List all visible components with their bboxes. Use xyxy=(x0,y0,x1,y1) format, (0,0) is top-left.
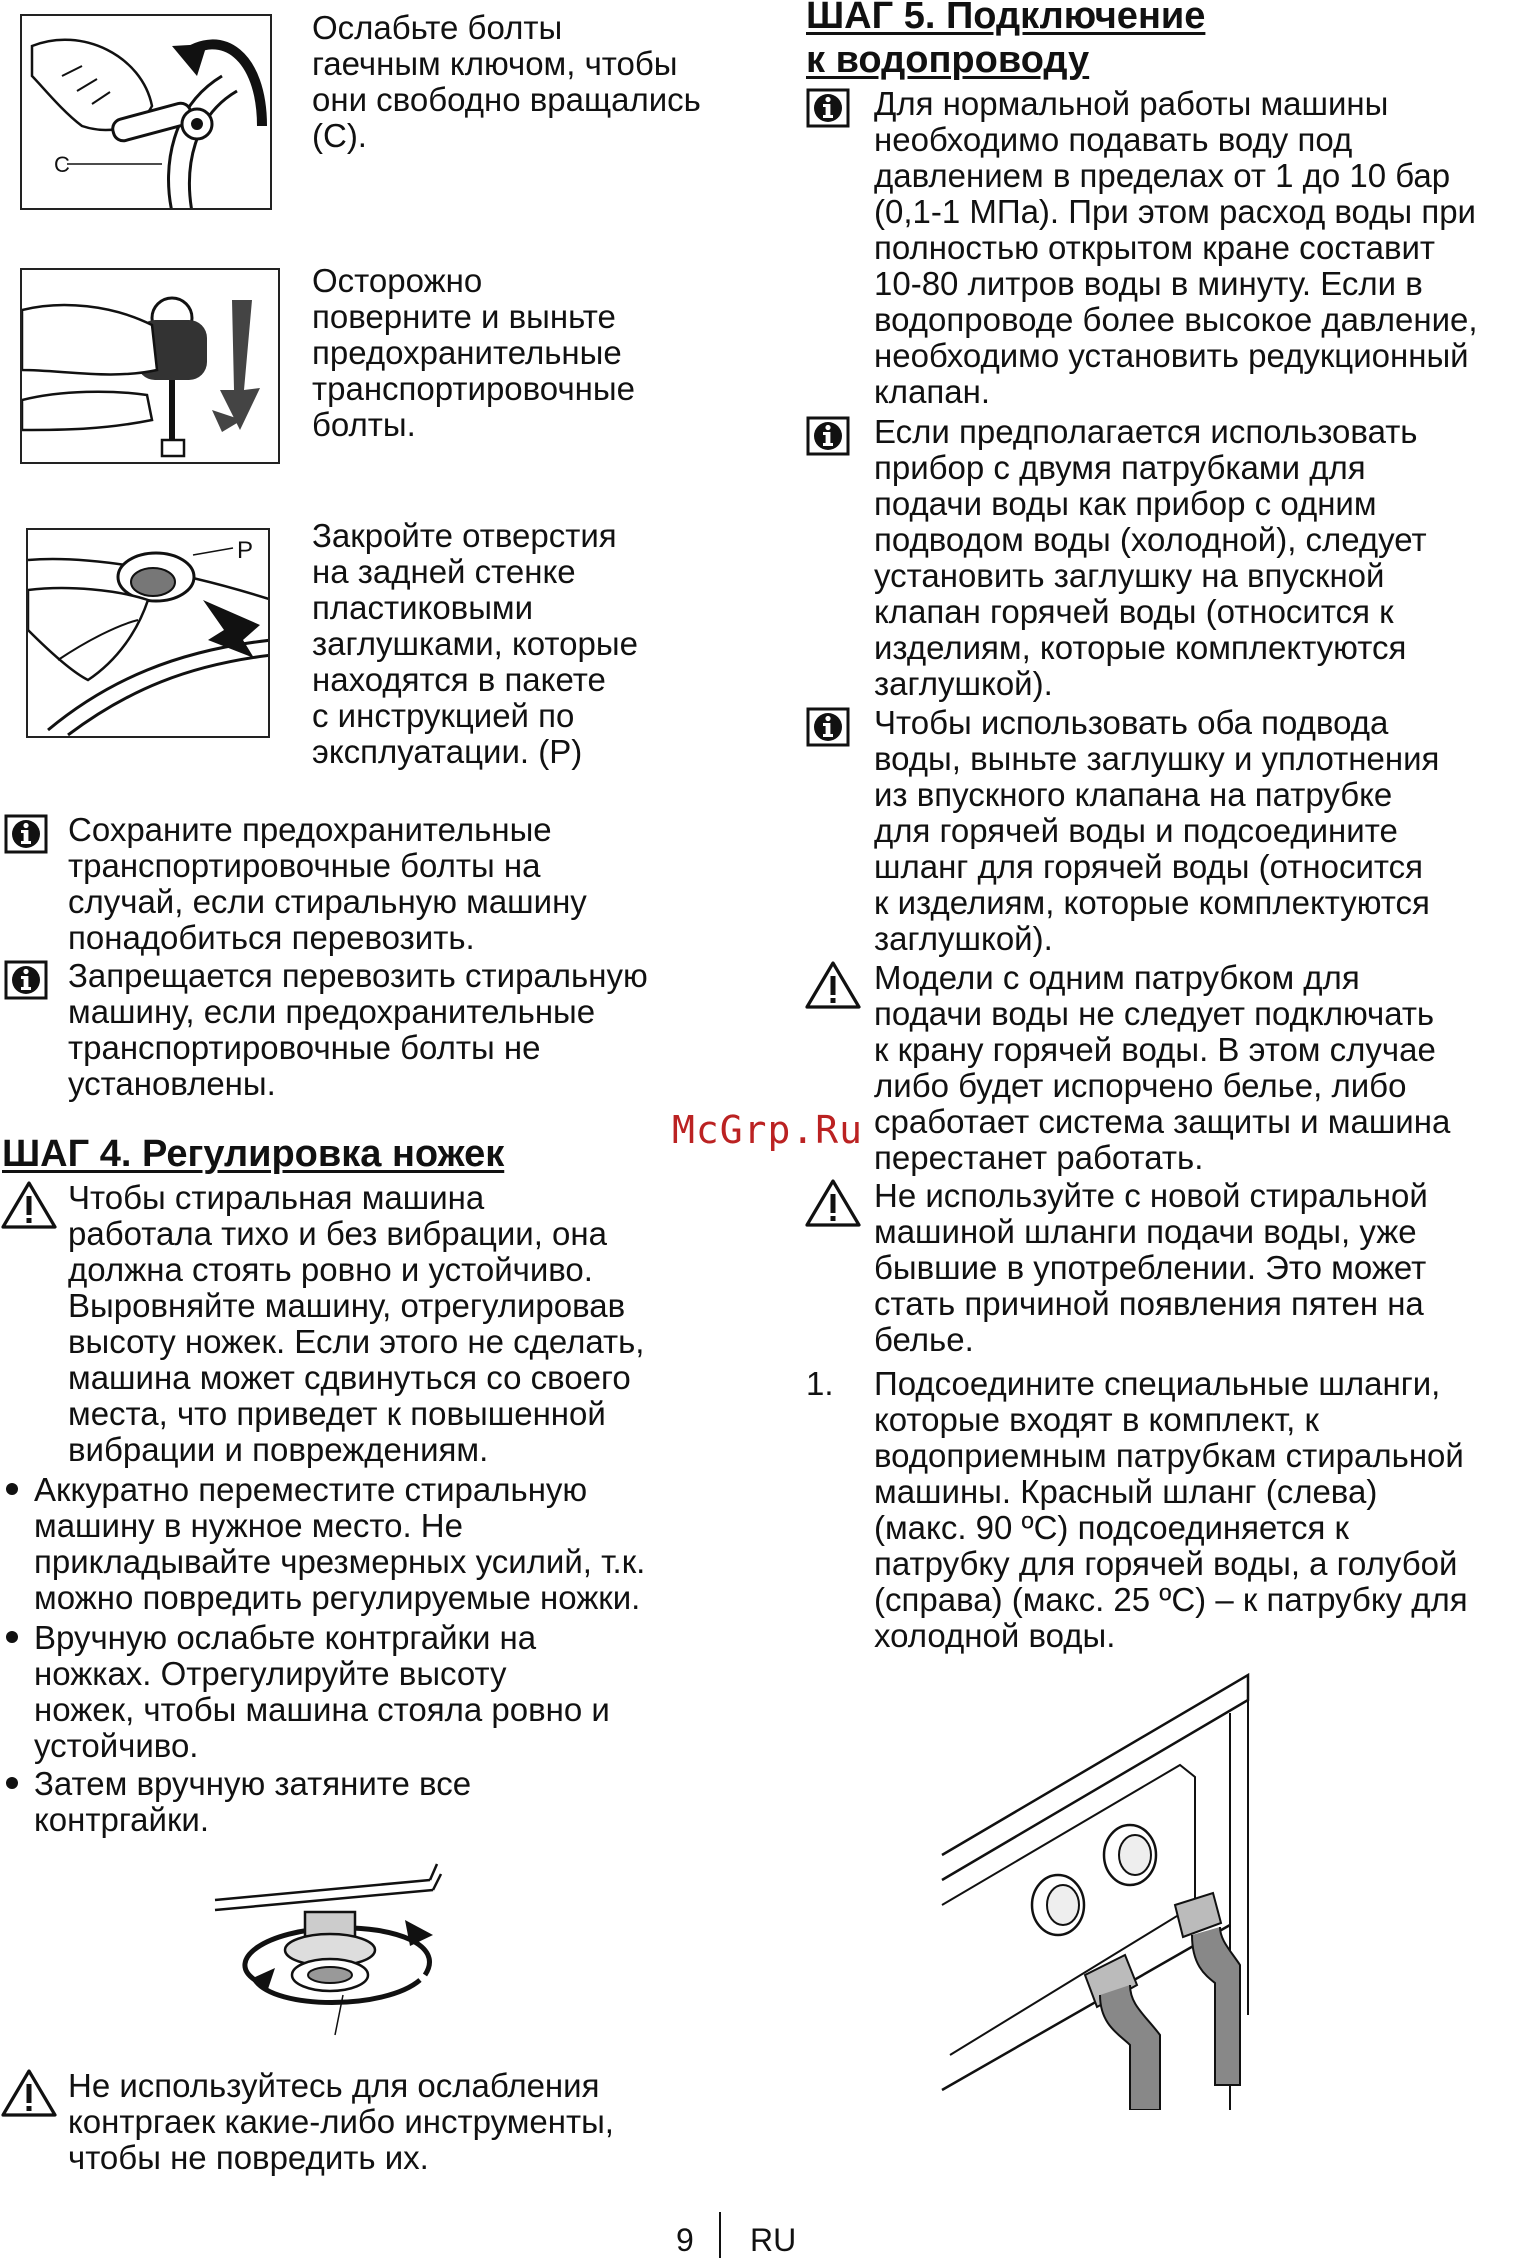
watermark: McGrp.Ru xyxy=(672,1108,864,1152)
step-text-loosen: Ослабьте болты гаечным ключом, чтобы они свободно вращались (С). xyxy=(312,9,701,154)
footer-divider xyxy=(719,2212,721,2258)
bullet-item: Затем вручную затяните все контргайки. xyxy=(34,1765,472,1838)
info-icon xyxy=(806,88,850,128)
warning-icon xyxy=(804,960,862,1010)
info-note-text: Если предполагается использовать прибор с двумя патрубками для подачи воды как прибор с одним подводом воды (холодной), следует установить заглушку на впускной клапан горячей воды (относится к изделиям, которые комплектуются заглушкой). xyxy=(874,413,1427,702)
step5-heading: ШАГ 5. Подключение к водопроводу xyxy=(806,0,1206,81)
bullet-dot xyxy=(6,1777,18,1789)
figure-hose-connection xyxy=(930,1665,1260,2110)
info-note-text: Запрещается перевозить стиральную машину, если предохранительные транспортировочные болты не установлены. xyxy=(68,957,648,1102)
bullet-dot xyxy=(6,1483,18,1495)
warning-note-text: Модели с одним патрубком для подачи воды не следует подключать к крану горячей воды. В этом случае либо будет испорчено белье, либо сработает система защиты и машина перестанет работать. xyxy=(874,959,1451,1176)
step4-heading: ШАГ 4. Регулировка ножек xyxy=(2,1133,505,1175)
numbered-item-number: 1. xyxy=(806,1365,834,1402)
warning-note-text: Не используйте с новой стиральной машиной шланги подачи воды, уже бывшие в употреблении. Это может стать причиной появления пятен на белье. xyxy=(874,1177,1428,1358)
warning-note-text: Чтобы стиральная машина работала тихо и без вибрации, она должна стоять ровно и устойчиво. Выровняйте машину, отрегулировав высоту ножек. Если этого не сделать, машина может сдвинуться со своего места, что приведет к повышенной вибрации и повреждениям. xyxy=(68,1179,645,1468)
step-text-remove: Осторожно поверните и выньте предохранительные транспортировочные болты. xyxy=(312,262,635,443)
bullet-dot xyxy=(6,1631,18,1643)
figure-label-c: C xyxy=(54,152,70,177)
bullet-item: Аккуратно переместите стиральную машину в нужное место. Не прикладывайте чрезмерных усилий, т.к. можно повредить регулируемые ножки. xyxy=(34,1471,646,1616)
info-icon xyxy=(806,707,850,747)
warning-note-text: Не используйтесь для ослабления контргаек какие-либо инструменты, чтобы не повредить их. xyxy=(68,2067,614,2176)
figure-label-p: P xyxy=(237,537,254,564)
info-note-text: Чтобы использовать оба подвода воды, выньте заглушку и уплотнения из впускного клапана на патрубке для горячей воды и подсоедините шланг для горячей воды (относится к изделиям, которые комплектуются заглушкой). xyxy=(874,704,1440,957)
warning-icon xyxy=(804,1178,862,1228)
numbered-item-text: Подсоедините специальные шланги, которые входят в комплект, к водоприемным патрубкам стиральной машины. Красный шланг (слева) (макс. 90 ºC) подсоединяется к патрубку для горячей воды, а голубой (справа) (макс. 25 ºC) – к патрубку для холодной воды. xyxy=(874,1365,1468,1654)
figure-locknut-adjust xyxy=(205,1850,450,2040)
figure-insert-plugs xyxy=(26,528,270,738)
figure-loosen-bolts xyxy=(20,14,272,210)
bullet-item: Вручную ослабьте контргайки на ножках. Отрегулируйте высоту ножек, чтобы машина стояла ровно и устойчиво. xyxy=(34,1619,610,1764)
step-text-plugs: Закройте отверстия на задней стенке пластиковыми заглушками, которые находятся в пакете с инструкцией по эксплуатации. (Р) xyxy=(312,517,638,770)
info-icon xyxy=(4,814,48,854)
figure-remove-bolts xyxy=(20,268,280,464)
warning-icon xyxy=(0,1180,58,1230)
footer-language: RU xyxy=(750,2222,797,2258)
info-note-text: Сохраните предохранительные транспортировочные болты на случай, если стиральную машину понадобиться перевозить. xyxy=(68,811,587,956)
info-note-text: Для нормальной работы машины необходимо подавать воду под давлением в пределах от 1 до 10 бар (0,1-1 МПа). При этом расход воды при полностью открытом кране составит 10-80 литров воды в минуту. Если в водопроводе более высокое давление, необходимо установить редукционный клапан. xyxy=(874,85,1478,410)
info-icon xyxy=(4,960,48,1000)
warning-icon xyxy=(0,2068,58,2118)
page-number: 9 xyxy=(676,2222,694,2258)
info-icon xyxy=(806,416,850,456)
